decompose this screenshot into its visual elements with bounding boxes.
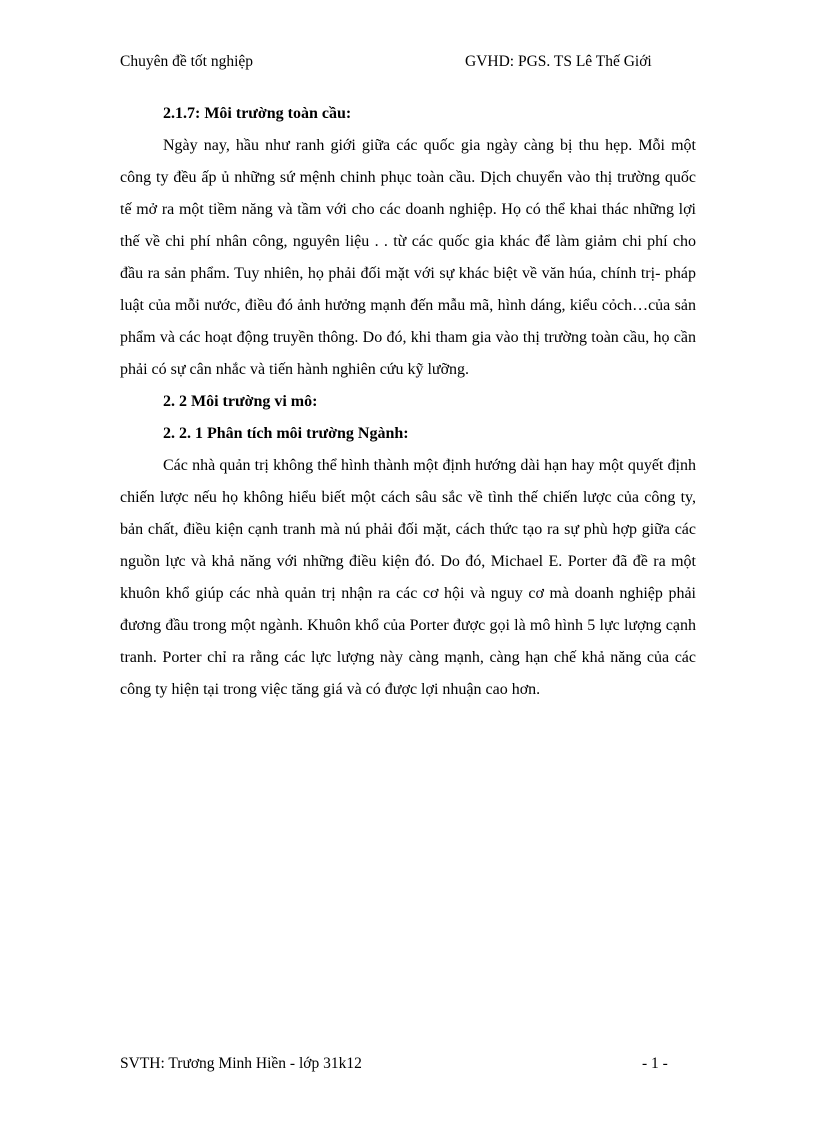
- page-body: [120, 98, 696, 706]
- section-heading-micro-environment: 2. 2 Môi trường vi mô:: [163, 393, 318, 410]
- header-supervisor: GVHD: PGS. TS Lê Thế Giới: [465, 53, 652, 70]
- footer-student: SVTH: Trương Minh Hiền - lớp 31k12: [120, 1055, 362, 1072]
- section-heading-global-environment: 2.1.7: Môi trường toàn cầu:: [163, 105, 352, 122]
- paragraph-global-environment: Ngày nay, hầu như ranh giới giữa các quốc gia ngày càng bị thu hẹp. Mỗi một công ty đều ấp ủ những sứ mệnh chinh phục toàn cầu. Dịch chuyển vào thị trường quốc tế mở ra một tiềm năng và tầm với cho các doanh nghiệp. Họ có thể khai thác những lợi thế về chi phí nhân công, nguyên liệu . . từ các quốc gia khác để làm giảm chi phí cho đầu ra sản phẩm. Tuy nhiên, họ phải đối mặt với sự khác biệt về văn húa, chính trị- pháp luật của mỗi nước, điều đó ảnh hưởng mạnh đến mẫu mã, hình dáng, kiểu cỏch…của sản phẩm và các hoạt động truyền thông. Do đó, khi tham gia vào thị trường toàn cầu, họ cần phải có sự cân nhắc và tiến hành nghiên cứu kỹ lưỡng.: [120, 137, 696, 378]
- page-number: - 1 -: [642, 1055, 668, 1072]
- header-title: Chuyên đề tốt nghiệp: [120, 53, 254, 70]
- paragraph-industry-analysis: Các nhà quản trị không thể hình thành một định hướng dài hạn hay một quyết định chiến lược nếu họ không hiểu biết một cách sâu sắc về tình thế chiến lược của công ty, bản chất, điều kiện cạnh tranh mà nú phải đối mặt, cách thức tạo ra sự phù hợp giữa các nguồn lực và khả năng với những điều kiện đó. Do đó, Michael E. Porter đã đề ra một khuôn khổ giúp các nhà quản trị nhận ra các cơ hội và nguy cơ mà doanh nghiệp phải đương đầu trong một ngành. Khuôn khổ của Porter được gọi là mô hình 5 lực lượng cạnh tranh. Porter chỉ ra rằng các lực lượng này càng mạnh, càng hạn chế khả năng của các công ty hiện tại trong việc tăng giá và có được lợi nhuận cao hơn.: [120, 457, 696, 698]
- section-heading-industry-analysis: 2. 2. 1 Phân tích môi trường Ngành:: [163, 425, 409, 442]
